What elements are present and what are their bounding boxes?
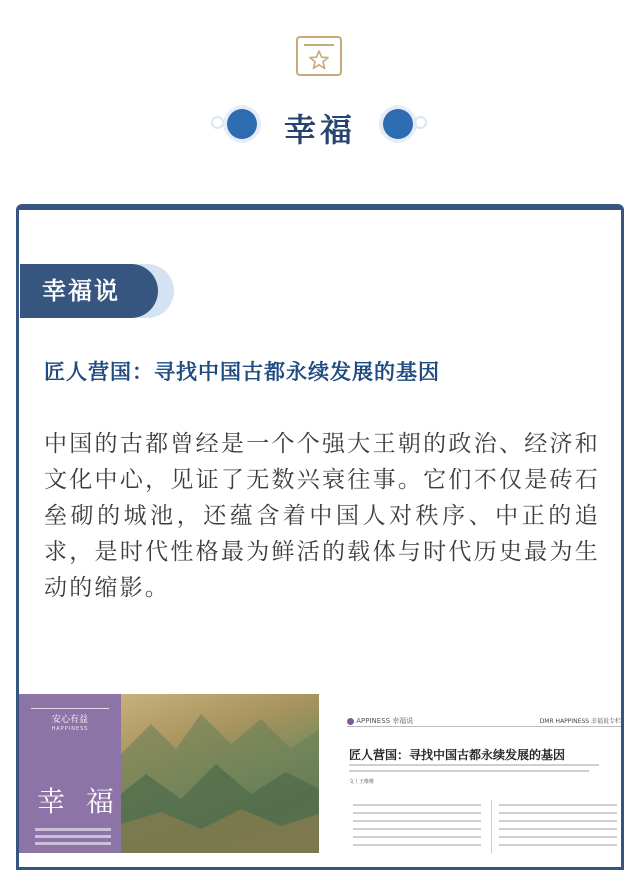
page-header-right: DMR HAPPINESS 幸福说专栏 <box>539 718 621 725</box>
decor-dots-right <box>370 109 430 139</box>
tag-text: 幸福说 <box>20 264 158 318</box>
page-author: 文丨王维维 <box>349 779 375 785</box>
section-title-row <box>0 100 640 150</box>
page-logo: APPINESS 幸福说 <box>347 716 413 726</box>
cover-heading: 安心有益 <box>51 715 88 725</box>
magazine-image <box>19 694 621 853</box>
article-body: 中国的古都曾经是一个个强大王朝的政治、经济和文化中心，见证了无数兴衰往事。它们不仅是砖石垒砌的城池，还蕴含着中国人对秩序、中正的追求，是时代性格最为鲜活的载体与时代历史最为生动的缩影。 <box>44 431 600 601</box>
article-subtitle: 匠人营国：寻找中国古都永续发展的基因 <box>44 360 440 384</box>
page-title: 匠人营国：寻找中国古都永续发展的基因 <box>349 748 566 762</box>
magazine-cover <box>19 694 121 853</box>
star-icon <box>309 50 329 70</box>
tag-label <box>20 264 176 318</box>
badge-bar <box>304 44 334 46</box>
cover-title: 幸 福 <box>37 785 120 818</box>
cover-sub: HAPPINESS <box>51 726 89 732</box>
magazine-page <box>343 712 621 853</box>
section-title: 幸福 <box>283 111 356 149</box>
star-badge <box>296 36 342 76</box>
landscape-painting <box>121 694 319 853</box>
